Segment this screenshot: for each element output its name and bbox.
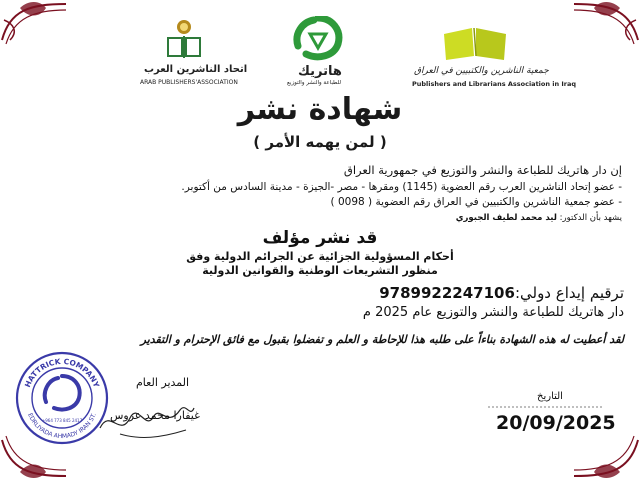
stamp-ring-text: HATTRICK COMPANY [22, 356, 102, 389]
date-label: التاريخ [537, 391, 563, 402]
book-title-line-2: منظور التشريعات الوطنية والقوانين الدولية [202, 264, 438, 277]
corner-ornament-top-right [570, 0, 640, 45]
intro-line: إن دار هاتريك للطباعة والنشر والتوزيع في جمهورية العراق [343, 163, 622, 177]
hattrick-tagline: للطباعة والنشر والتوزيع [287, 80, 342, 86]
iraq-publishers-logo-icon [440, 24, 510, 62]
isbn-row [379, 284, 624, 302]
hattrick-logo-icon [292, 16, 344, 62]
grant-statement: لقد أعطيت له هذه الشهادة بناءاً على طلبه هذا للإحاطة و العلم و تفضلوا بقبول مع فائق الإحترام و التقدير [140, 333, 624, 346]
arab-publishers-arabic-name: اتحاد الناشرين العرب [144, 64, 248, 75]
arab-publishers-english-name: ARAB PUBLISHERS'ASSOCIATION [140, 79, 238, 86]
iraq-publishers-arabic-name: جمعية الناشرين والكتبيين في العراق [414, 66, 549, 76]
isbn-number: 9789922247106 [379, 284, 515, 302]
corner-ornament-top-left [0, 0, 70, 45]
author-name: ليد محمد لطيف الجبوري [455, 213, 557, 223]
stamp-lower-text: EDRLIYADA AHMADY IRAN ST. [26, 412, 98, 441]
certificate-title: شهادة نشر [237, 92, 403, 127]
corner-ornament-bottom-right [570, 435, 640, 480]
hattrick-name: هاتريك [298, 64, 342, 79]
iraq-publishers-english-name: Publishers and Librarians Association in Iraq [412, 80, 577, 88]
publisher-year-line: دار هاتريك للطباعة والنشر والتوزيع عام 2025 م [362, 305, 624, 320]
book-intro: قد نشر مؤلف [262, 228, 378, 248]
director-name: غيفارا محمد عروس [110, 409, 200, 422]
witness-prefix: يشهد بأن الدكتور: [559, 213, 622, 223]
company-stamp-icon [14, 350, 110, 446]
book-title-line-1: أحكام المسؤولية الجزائية عن الجرائم الدولية وفق [186, 250, 454, 263]
date-underline [486, 404, 606, 410]
stamp-phone: +964 773 845 2417 [41, 418, 83, 423]
membership-arab-line: - عضو إتحاد الناشرين العرب رقم العضوية (1145) ومقرها - مصر -الجيزة - مدينة السادس من أكتوبر. [181, 181, 622, 193]
certificate-subtitle: ( لمن يهمه الأمر ) [253, 133, 387, 151]
issue-date: 20/09/2025 [496, 412, 616, 434]
witness-line [456, 213, 622, 223]
membership-iraq-line: - عضو جمعية الناشرين والكتبيين في العراق رقم العضوية ( 0098 ) [330, 196, 622, 208]
book-title [170, 250, 470, 278]
arab-publishers-logo-icon [164, 18, 204, 60]
director-title: المدير العام [136, 376, 190, 389]
isbn-label: ترقيم إيداع دولي: [514, 284, 624, 302]
